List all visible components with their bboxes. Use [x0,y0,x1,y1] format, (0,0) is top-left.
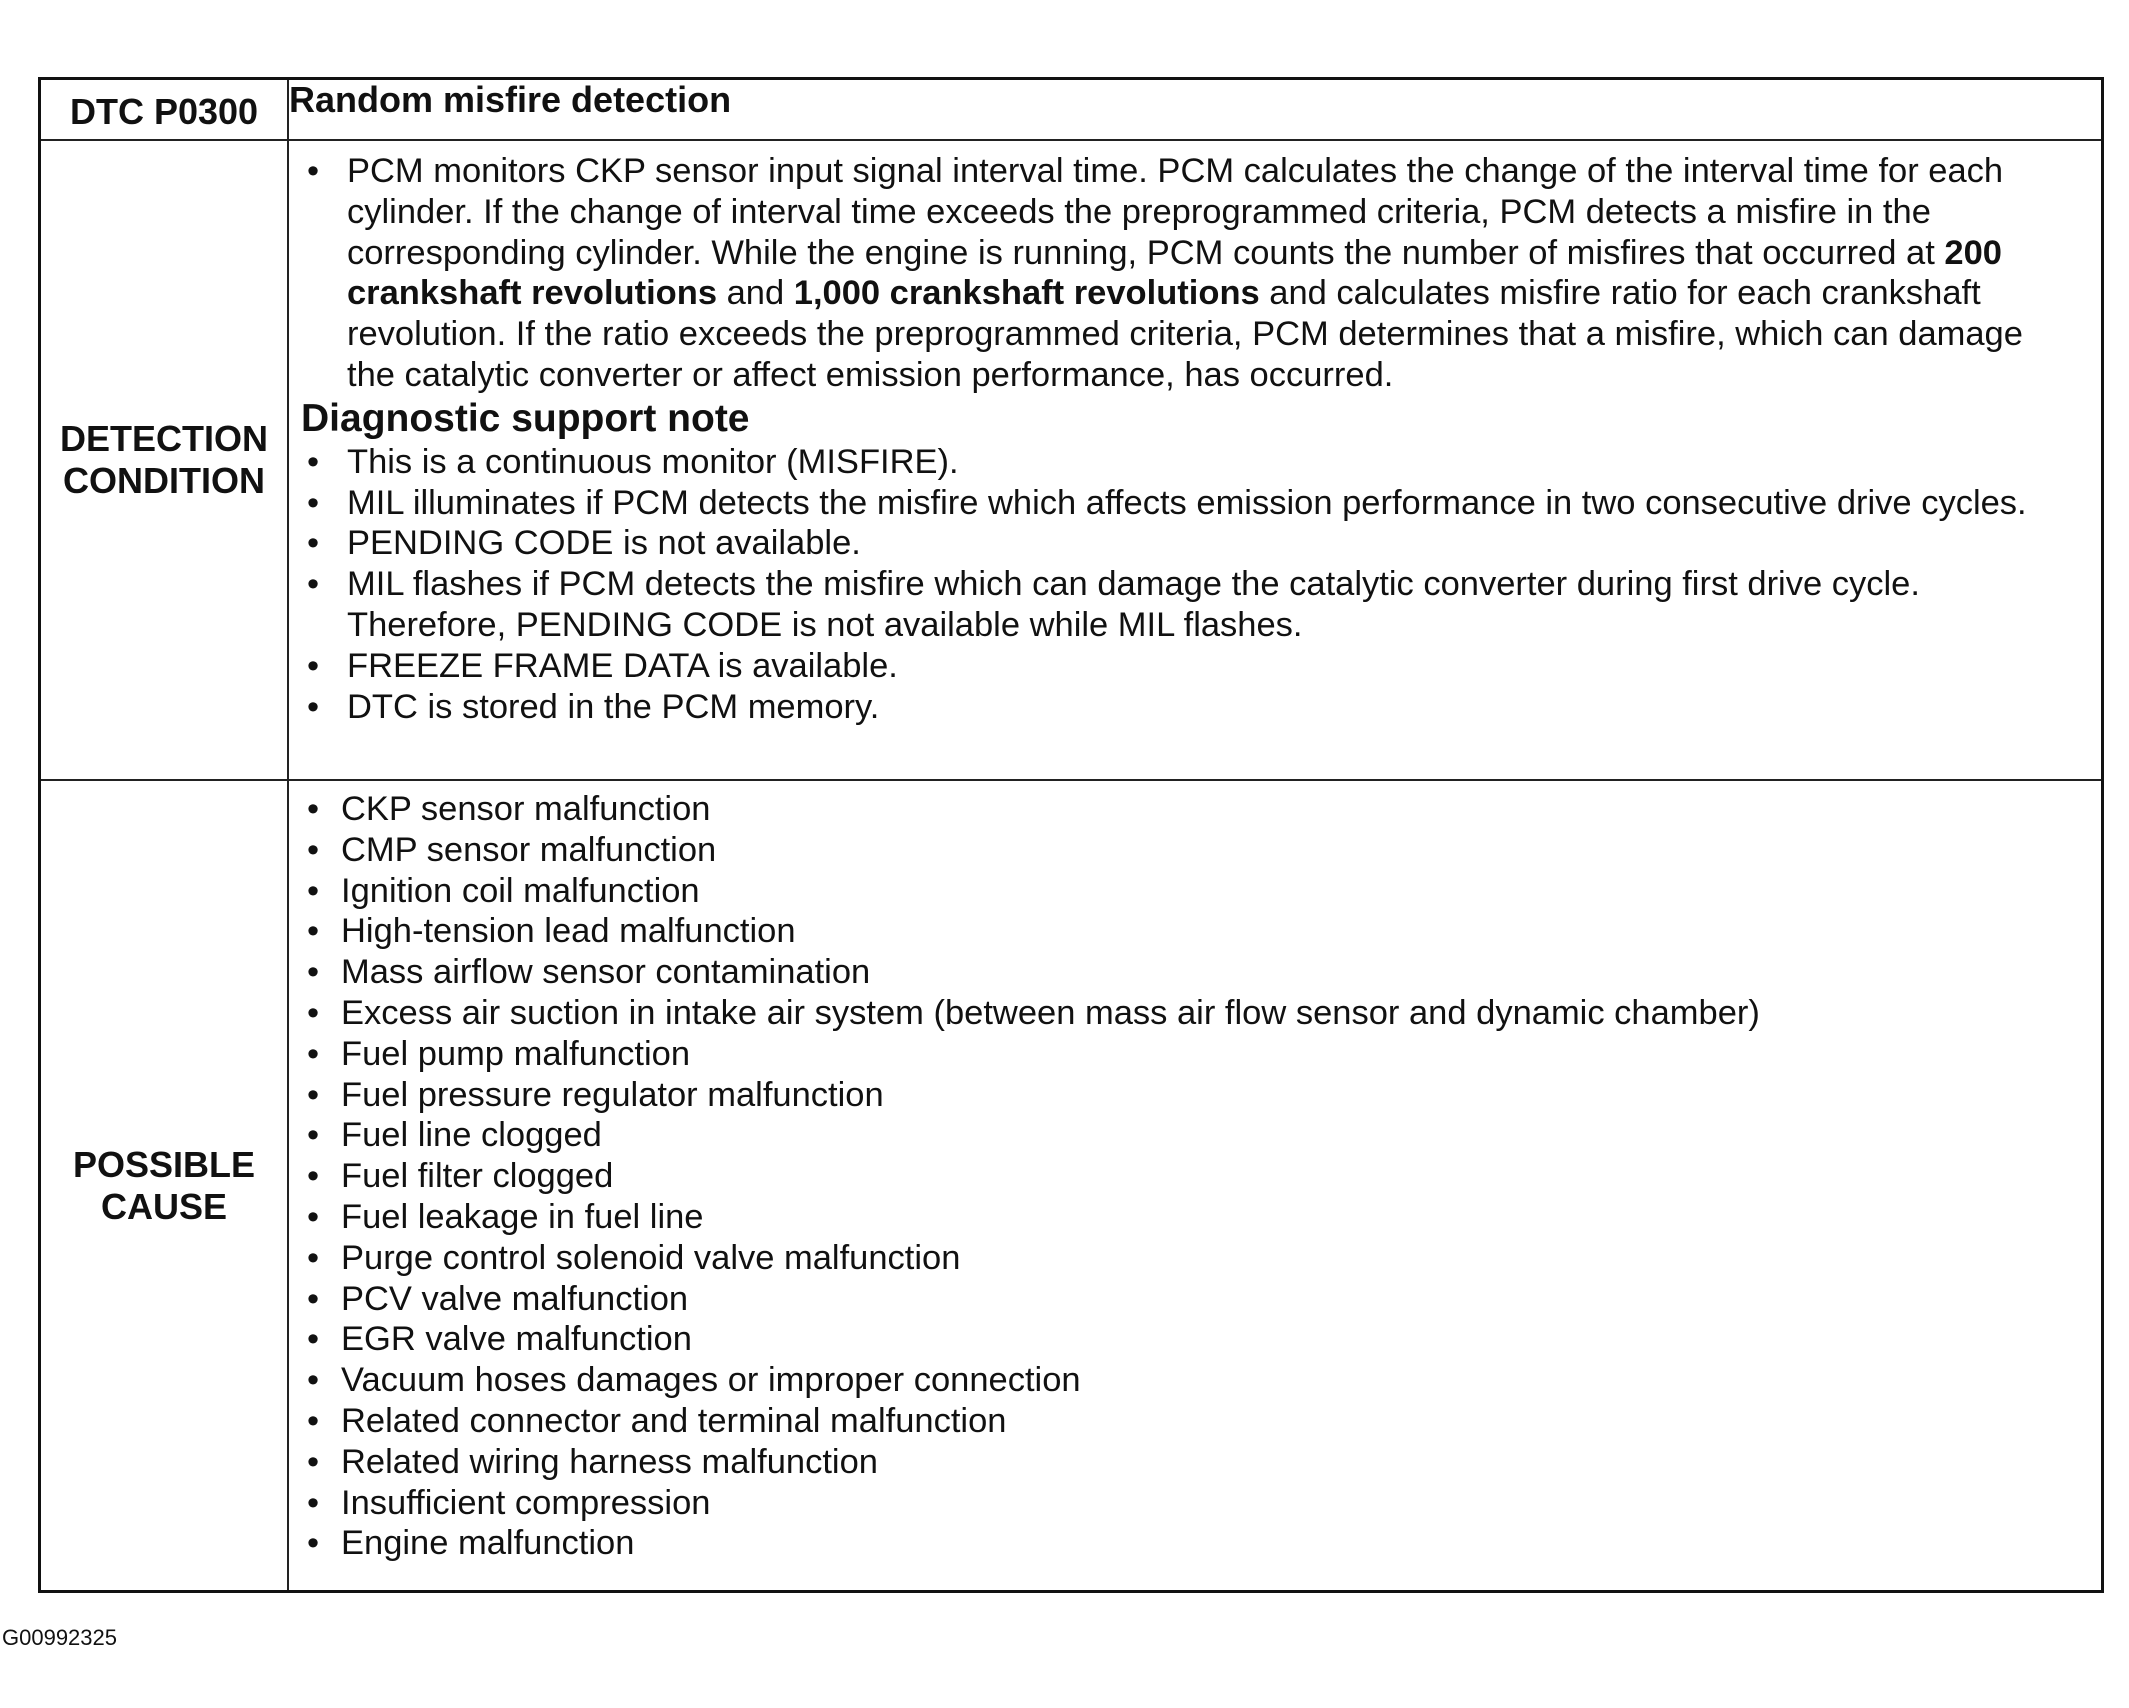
cause-item-text: Engine malfunction [341,1524,635,1563]
diagnostic-note-item-text: PENDING CODE is not available. [347,524,861,563]
diagnostic-note-item [289,564,2101,646]
bullet-icon: • [307,1238,320,1277]
cause-item-text: EGR valve malfunction [341,1320,692,1359]
cause-item-text: CMP sensor malfunction [341,830,717,869]
cause-item [289,1523,2101,1564]
cause-item-text: High-tension lead malfunction [341,912,796,951]
figure-id: G00992325 [2,1625,117,1650]
cause-item [289,952,2101,993]
detection-label-line2: CONDITION [63,460,265,501]
diagnostic-note-item-text: This is a continuous monitor (MISFIRE). [347,442,959,481]
diagnostic-notes-list [289,442,2101,728]
bullet-icon: • [307,1320,320,1359]
header-row [41,80,2101,140]
cause-item [289,911,2101,952]
dtc-table [41,80,2101,1590]
cause-item [289,1238,2101,1279]
diagnostic-note-item [289,483,2101,524]
bullet-icon: • [307,953,320,992]
bullet-icon: • [307,1401,320,1440]
bullet-icon: • [307,993,320,1032]
bullet-icon: • [307,1361,320,1400]
cause-item-text: Related connector and terminal malfunction [341,1401,1007,1440]
bullet-icon: • [307,483,320,522]
bullet-icon: • [307,1279,320,1318]
possible-cause-list [289,789,2101,1564]
cause-item-text: Purge control solenoid valve malfunction [341,1238,961,1277]
bullet-icon: • [307,1157,320,1196]
detection-label-line1: DETECTION [59,418,268,459]
cause-label-line2: CAUSE [100,1185,228,1227]
cause-item-text: Excess air suction in intake air system (between mass air flow sensor and dynamic chamber) [341,993,1760,1032]
detection-row [41,140,2101,780]
bullet-icon: • [307,524,320,563]
cause-item [289,830,2101,871]
cause-item-text: Insufficient compression [341,1483,711,1522]
detection-bold-1000: 1,000 crankshaft revolutions [793,274,1260,313]
bullet-icon: • [307,1483,320,1522]
diagnostic-note-item-text: DTC is stored in the PCM memory. [347,687,880,726]
detection-content [288,140,2101,780]
bullet-icon: • [307,912,320,951]
cause-item-text: Fuel line clogged [341,1116,602,1155]
cause-item-text: Fuel leakage in fuel line [341,1197,704,1236]
diagnostic-note-item-text: MIL illuminates if PCM detects the misfire which affects emission performance in two consecutive drive cycles. [347,483,2027,522]
cause-item [289,1483,2101,1524]
diagnostic-note-item [289,523,2101,564]
detection-label [41,140,288,780]
bullet-icon: • [307,1442,320,1481]
cause-item [289,1442,2101,1483]
cause-item [289,871,2101,912]
cause-item [289,1034,2101,1075]
cause-item-text: Fuel pump malfunction [341,1034,691,1073]
cause-item-text: Mass airflow sensor contamination [341,953,871,992]
cause-item [289,1360,2101,1401]
bullet-icon: • [307,830,320,869]
diagnostic-note-item-text: MIL flashes if PCM detects the misfire which can damage the catalytic converter during first drive cycle. Therefore, PENDING CODE is not available while MIL flashes. [347,565,1920,644]
bullet-icon: • [307,152,320,190]
dtc-code: DTC P0300 [41,80,288,140]
diagnostic-note-item-text: FREEZE FRAME DATA is available. [347,646,898,685]
cause-item-text: Ignition coil malfunction [341,871,700,910]
cause-item-text: Fuel pressure regulator malfunction [341,1075,884,1114]
cause-item [289,1075,2101,1116]
bullet-icon: • [307,1034,320,1073]
cause-item [289,1319,2101,1360]
bullet-icon: • [307,1524,320,1563]
detection-text-a: PCM monitors CKP sensor input signal interval time. PCM calculates the change of the interval time for each cylinder. If the change of interval time exceeds the preprogrammed criteria, PCM detects a misfire in the corresponding cylinder. While the engine is running, PCM counts the number of misfires that occurred at [347,152,2004,272]
bullet-icon: • [307,565,320,604]
cause-item-text: CKP sensor malfunction [341,790,711,828]
cause-label-line1: POSSIBLE [72,1143,256,1185]
diagnostic-note-item [289,646,2101,687]
cause-label [41,780,288,1590]
diagnostic-note-item [289,687,2101,728]
cause-item [289,789,2101,830]
detection-text-b: and [717,274,794,313]
cause-item-text: Related wiring harness malfunction [341,1442,878,1481]
cause-item [289,1197,2101,1238]
bullet-icon: • [307,646,320,685]
cause-item [289,1115,2101,1156]
detection-text-c: and calculates misfire ratio for each crankshaft revolution. If the ratio exceeds the preprogrammed criteria, PCM determines that a misfire, which can damage the catalytic converter or affect emission performance, has occurred. [347,274,2023,394]
cause-item [289,1401,2101,1442]
cause-item-text: Vacuum hoses damages or improper connection [341,1361,1081,1400]
cause-row [41,780,2101,1590]
cause-item [289,1279,2101,1320]
cause-item [289,1156,2101,1197]
diagnostic-note-item [289,442,2101,483]
cause-item [289,993,2101,1034]
bullet-icon: • [307,442,320,481]
bullet-icon: • [307,1116,320,1155]
cause-item-text: Fuel filter clogged [341,1157,614,1196]
dtc-table-frame [38,77,2104,1593]
detection-bold-200: 200 crankshaft revolutions [347,233,2002,313]
cause-item-text: PCV valve malfunction [341,1279,689,1318]
diagnostic-note-heading: Diagnostic support note [301,396,750,440]
bullet-icon: • [307,1197,320,1236]
bullet-icon: • [307,790,320,828]
bullet-icon: • [307,687,320,726]
bullet-icon: • [307,1075,320,1114]
bullet-icon: • [307,871,320,910]
detection-main-item [289,151,2101,396]
dtc-title: Random misfire detection [288,80,2101,140]
cause-content [288,780,2101,1590]
